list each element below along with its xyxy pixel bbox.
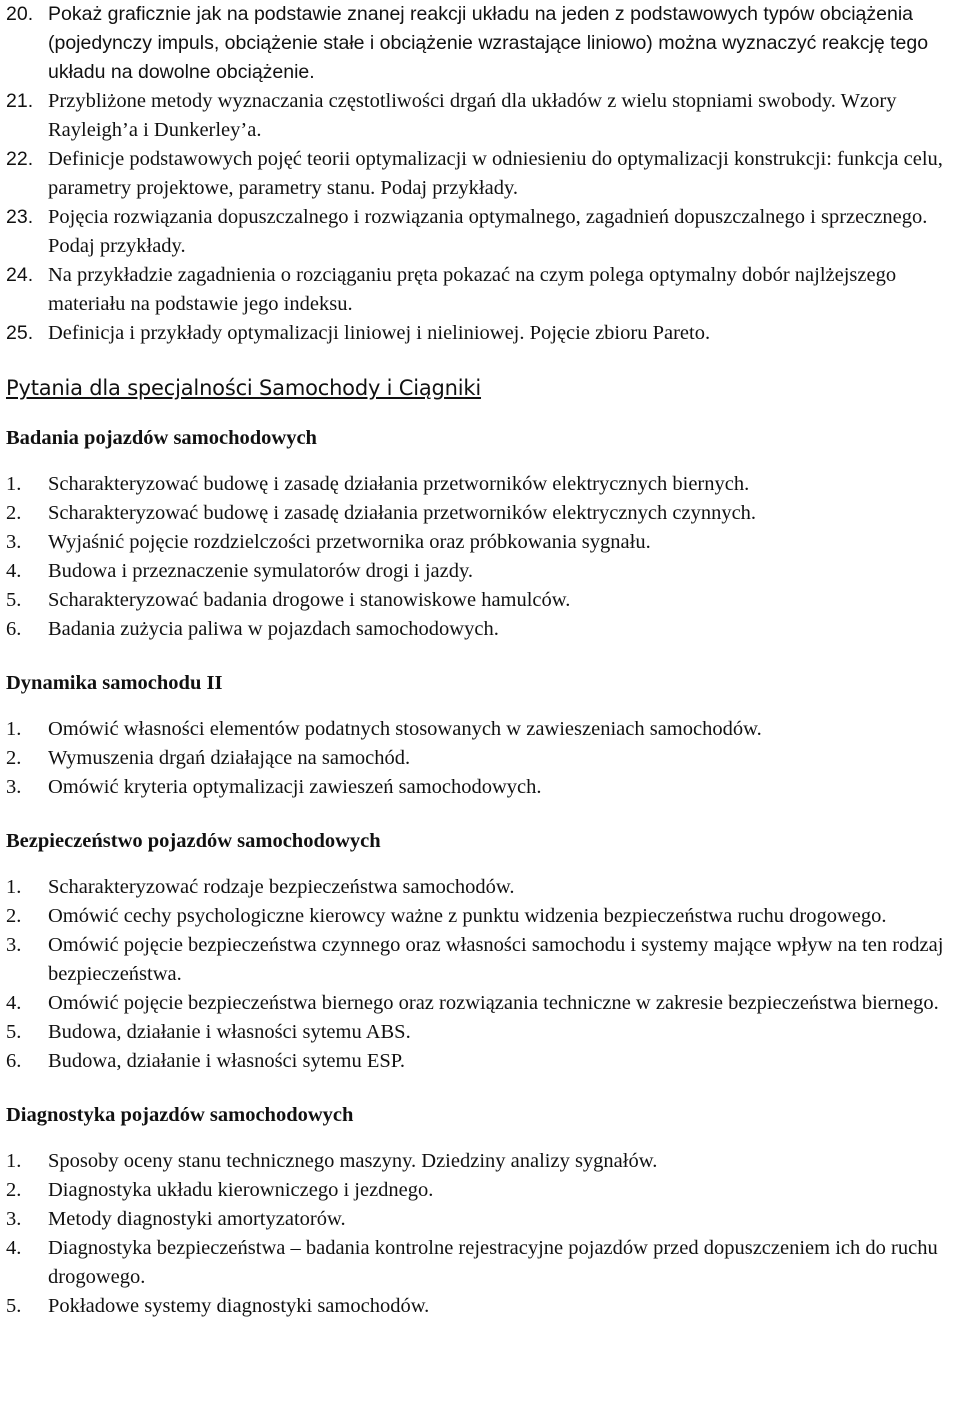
list-item	[6, 715, 956, 744]
item-number: 2.	[6, 747, 22, 769]
list-item	[6, 1176, 956, 1205]
item-number: 21.	[6, 90, 34, 112]
item-text: Budowa i przeznaczenie symulatorów drogi i jazdy.	[48, 560, 474, 582]
item-text: Budowa, działanie i własności sytemu ESP.	[48, 1050, 405, 1072]
item-text: Badania zużycia paliwa w pojazdach samochodowych.	[48, 618, 499, 640]
question-list	[6, 715, 956, 802]
item-number: 22.	[6, 148, 34, 170]
item-number: 2.	[6, 1179, 22, 1201]
section-title: Pytania dla specjalności Samochody i Ciągniki	[6, 376, 482, 400]
item-text: Diagnostyka bezpieczeństwa – badania kontrolne rejestracyjne pojazdów przed dopuszczeniem ich do ruchu drogowego.	[48, 1237, 938, 1288]
list-item	[6, 0, 956, 87]
list-item	[6, 931, 956, 989]
list-item	[6, 499, 956, 528]
item-text: Omówić własności elementów podatnych stosowanych w zawieszeniach samochodów.	[48, 718, 762, 740]
list-item	[6, 773, 956, 802]
item-number: 2.	[6, 905, 22, 927]
item-number: 1.	[6, 1150, 22, 1172]
item-number: 6.	[6, 1050, 22, 1072]
item-text: Scharakteryzować rodzaje bezpieczeństwa samochodów.	[48, 876, 515, 898]
item-number: 3.	[6, 531, 22, 553]
item-text: Omówić pojęcie bezpieczeństwa czynnego oraz własności samochodu i systemy mające wpływ na ten rodzaj bezpieczeństwa.	[48, 934, 944, 985]
subsection-diagnostyka	[6, 1101, 956, 1321]
item-text: Metody diagnostyki amortyzatorów.	[48, 1208, 346, 1230]
list-item	[6, 470, 956, 499]
item-text: Omówić cechy psychologiczne kierowcy ważne z punktu widzenia bezpieczeństwa ruchu drogowego.	[48, 905, 887, 927]
item-number: 5.	[6, 1295, 22, 1317]
item-text: Diagnostyka układu kierowniczego i jezdnego.	[48, 1179, 434, 1201]
list-item	[6, 873, 956, 902]
subsection-dynamika	[6, 669, 956, 802]
subsection-title: Diagnostyka pojazdów samochodowych	[6, 1104, 354, 1126]
item-number: 2.	[6, 502, 22, 524]
item-text: Sposoby oceny stanu technicznego maszyny. Dziedziny analizy sygnałów.	[48, 1150, 658, 1172]
list-item	[6, 557, 956, 586]
item-number: 3.	[6, 776, 22, 798]
list-item	[6, 586, 956, 615]
list-item	[6, 87, 956, 145]
item-number: 24.	[6, 264, 34, 286]
item-text: Budowa, działanie i własności sytemu ABS.	[48, 1021, 411, 1043]
item-number: 1.	[6, 718, 22, 740]
item-number: 5.	[6, 1021, 22, 1043]
subsection-title: Bezpieczeństwo pojazdów samochodowych	[6, 830, 381, 852]
item-number: 6.	[6, 618, 22, 640]
item-text: Wymuszenia drgań działające na samochód.	[48, 747, 411, 769]
subsection-bezpieczenstwo	[6, 827, 956, 1076]
item-text: Scharakteryzować badania drogowe i stanowiskowe hamulców.	[48, 589, 571, 611]
top-question-list	[6, 0, 956, 348]
list-item	[6, 1047, 956, 1076]
item-text: Na przykładzie zagadnienia o rozciąganiu pręta pokazać na czym polega optymalny dobór najlżejszego materiału na podstawie jego indeksu.	[48, 264, 897, 315]
subsection-title: Badania pojazdów samochodowych	[6, 427, 317, 449]
list-item	[6, 1147, 956, 1176]
question-list	[6, 873, 956, 1076]
item-text: Pokładowe systemy diagnostyki samochodów.	[48, 1295, 430, 1317]
item-number: 3.	[6, 934, 22, 956]
item-number: 4.	[6, 992, 22, 1014]
list-item	[6, 744, 956, 773]
subsection-title: Dynamika samochodu II	[6, 672, 223, 694]
item-number: 1.	[6, 876, 22, 898]
list-item	[6, 261, 956, 319]
list-item	[6, 528, 956, 557]
item-text: Omówić kryteria optymalizacji zawieszeń samochodowych.	[48, 776, 542, 798]
list-item	[6, 203, 956, 261]
question-list	[6, 1147, 956, 1321]
list-item	[6, 1292, 956, 1321]
item-number: 25.	[6, 322, 34, 344]
item-text: Scharakteryzować budowę i zasadę działania przetworników elektrycznych biernych.	[48, 473, 750, 495]
subsection-badania	[6, 424, 956, 644]
list-item	[6, 989, 956, 1018]
item-text: Pokaż graficznie jak na podstawie znanej reakcji układu na jeden z podstawowych typów obciążenia (pojedynczy impuls, obciążenie stałe i obciążenie wzrastające liniowo) można wyznaczyć reakcję tego układu na dowolne obciążenie.	[48, 3, 929, 83]
list-item	[6, 615, 956, 644]
list-item	[6, 1018, 956, 1047]
item-number: 23.	[6, 206, 34, 228]
item-number: 5.	[6, 589, 22, 611]
item-number: 1.	[6, 473, 22, 495]
list-item	[6, 145, 956, 203]
list-item	[6, 319, 956, 348]
question-list	[6, 470, 956, 644]
item-text: Definicje podstawowych pojęć teorii optymalizacji w odniesieniu do optymalizacji konstrukcji: funkcja celu, parametry projektowe, parametry stanu. Podaj przykłady.	[48, 148, 943, 199]
item-number: 4.	[6, 1237, 22, 1259]
list-item	[6, 1205, 956, 1234]
item-number: 3.	[6, 1208, 22, 1230]
document-page	[6, 0, 956, 1321]
list-item	[6, 1234, 956, 1292]
item-text: Definicja i przykłady optymalizacji liniowej i nieliniowej. Pojęcie zbioru Pareto.	[48, 322, 711, 344]
item-text: Przybliżone metody wyznaczania częstotliwości drgań dla układów z wielu stopniami swobody. Wzory Rayleigh’a i Dunkerley’a.	[48, 90, 897, 141]
item-text: Wyjaśnić pojęcie rozdzielczości przetwornika oraz próbkowania sygnału.	[48, 531, 651, 553]
item-number: 20.	[6, 3, 34, 25]
item-text: Scharakteryzować budowę i zasadę działania przetworników elektrycznych czynnych.	[48, 502, 757, 524]
item-text: Pojęcia rozwiązania dopuszczalnego i rozwiązania optymalnego, zagadnień dopuszczalnego i sprzecznego. Podaj przykłady.	[48, 206, 928, 257]
list-item	[6, 902, 956, 931]
item-text: Omówić pojęcie bezpieczeństwa biernego oraz rozwiązania techniczne w zakresie bezpieczeństwa biernego.	[48, 992, 939, 1014]
item-number: 4.	[6, 560, 22, 582]
